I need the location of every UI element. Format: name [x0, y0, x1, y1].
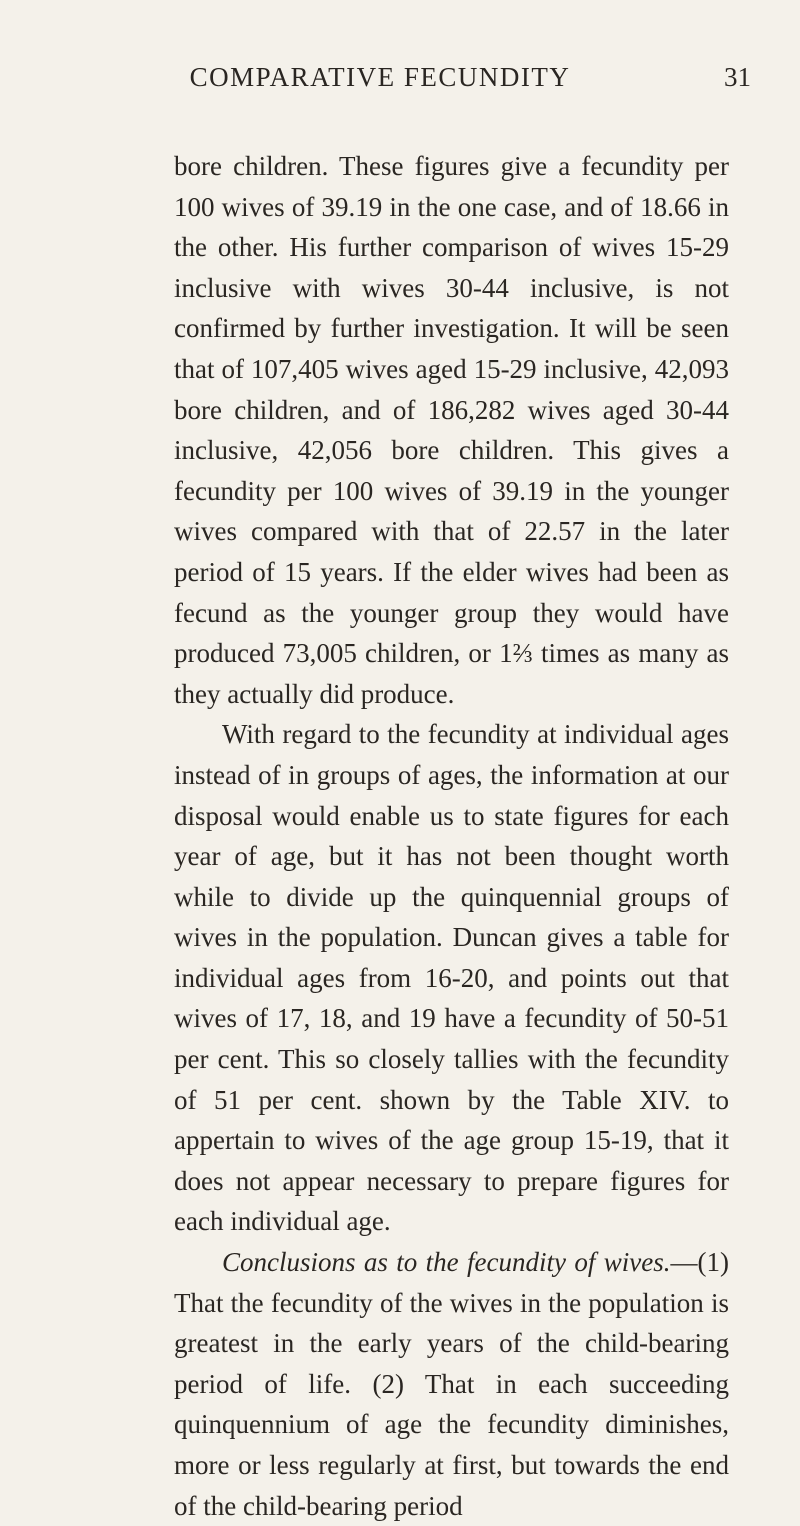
- body-text: [174, 146, 729, 1526]
- conclusions-heading: Conclusions as to the fecundity of wives.: [222, 1247, 671, 1278]
- paragraph-individual-ages: With regard to the fecundity at individual ages instead of in groups of ages, the information at our disposal would enable us to state figures for each year of age, but it has not been thought worth while to divide up the quinquennial groups of wives in the population. Duncan gives a table for individual ages from 16-20, and points out that wives of 17, 18, and 19 have a fecundity of 50-51 per cent. This so closely tallies with the fecundity of 51 per cent. shown by the Table XIV. to appertain to wives of the age group 15-19, that it does not appear necessary to prepare figures for each individual age.: [174, 719, 729, 1237]
- conclusions-text: —(1) That the fecundity of the wives in the population is greatest in the early years of the child-bearing period of life. (2) That in each succeeding quinquennium of age the fecundity diminishes, more or less regularly at first, but towards the end of the child-bearing period: [174, 1247, 729, 1521]
- page-number: 31: [724, 62, 751, 92]
- paragraph-conclusions: [174, 1242, 729, 1526]
- paragraph-continued: bore children. These figures give a fecundity per 100 wives of 39.19 in the one case, and of 18.66 in the other. His further comparison of wives 15-29 inclusive with wives 30-44 inclusive, is not confirmed by further investigation. It will be seen that of 107,405 wives aged 15-29 inclusive, 42,093 bore children, and of 186,282 wives aged 30-44 inclusive, 42,056 bore children. This gives a fecundity per 100 wives of 39.19 in the younger wives compared with that of 22.57 in the later period of 15 years. If the elder wives had been as fecund as the younger group they would have produced 73,005 children, or 1⅔ times as many as they actually did produce.: [174, 151, 729, 709]
- running-title: COMPARATIVE FECUNDITY: [189, 62, 571, 92]
